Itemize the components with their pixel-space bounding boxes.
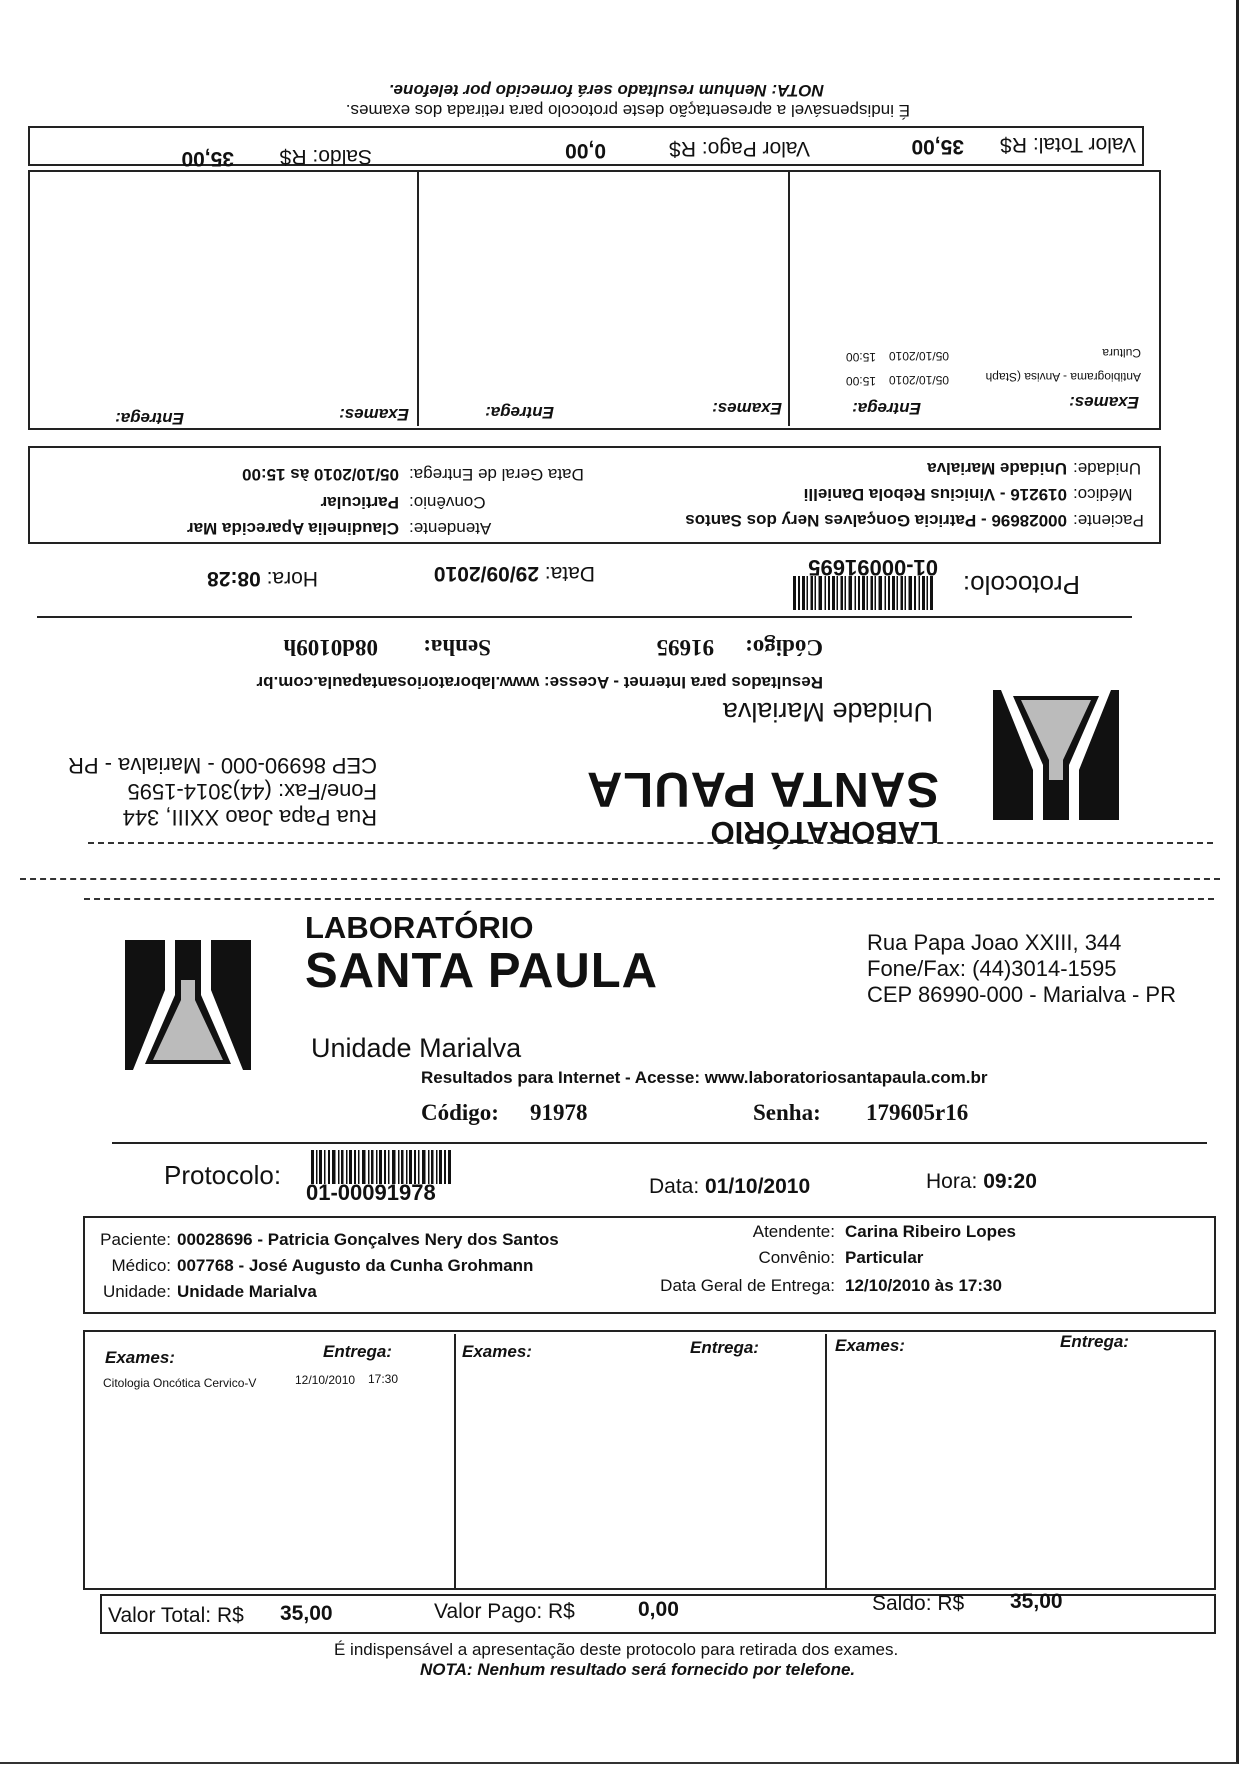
exam-time: 15:00 [845, 374, 876, 388]
flask-icon [993, 690, 1119, 820]
unit-name: Unidade Marialva [311, 1033, 522, 1063]
paciente-label: Paciente: [1073, 511, 1144, 530]
saldo-label: Saldo: R$ [872, 1592, 965, 1615]
medico-label: Médico: [111, 1256, 171, 1275]
codigo-value: 91695 [656, 635, 714, 660]
valor-pago-label: Valor Pago: R$ [434, 1600, 575, 1623]
protocolo-label: Protocolo: [164, 1160, 282, 1190]
unidade-value: Unidade Marialva [177, 1282, 317, 1301]
paciente-value: 00028696 - Patricia Gonçalves Nery dos Santos [685, 511, 1067, 530]
results-internet-line: Resultados para Internet - Acesse: www.laboratoriosantapaula.com.br [421, 1068, 988, 1087]
hora-value: 09:20 [983, 1170, 1037, 1193]
exams-table [28, 170, 1161, 430]
column-divider [454, 1334, 456, 1588]
protocolo-number: 01-00091978 [306, 1180, 436, 1205]
flask-icon [125, 940, 251, 1070]
exames-header: Exames: [339, 405, 409, 424]
atendente-label: Atendente: [409, 519, 492, 538]
medico-label: Médico: [1073, 485, 1133, 504]
lab-name: SANTA PAULA [585, 762, 939, 816]
senha-label: Senha: [753, 1100, 821, 1125]
exam-time: 17:30 [368, 1372, 399, 1386]
paciente-value: 00028696 - Patricia Gonçalves Nery dos Santos [177, 1230, 559, 1249]
column-divider [825, 1334, 827, 1588]
lab-name: SANTA PAULA [305, 944, 659, 998]
entrega-header: Entrega: [690, 1338, 759, 1357]
exam-name: Citologia Oncótica Cervico-V [103, 1376, 257, 1390]
data-value: 01/10/2010 [705, 1175, 811, 1198]
exam-time: 15:00 [845, 350, 876, 364]
exames-header: Exames: [105, 1348, 175, 1367]
convenio-value: Particular [320, 493, 399, 512]
data-label: Data: [544, 562, 595, 585]
barcode-icon [311, 1150, 451, 1184]
divider [112, 1142, 1207, 1144]
address-line: Rua Papa Joao XXIII, 344 [867, 930, 1122, 955]
protocol-slip-bottom [0, 880, 1244, 1760]
barcode-icon [793, 576, 933, 610]
data-value: 29/09/2010 [433, 562, 539, 585]
valor-total-label: Valor Total: R$ [108, 1604, 244, 1627]
patient-info-box [83, 1216, 1216, 1314]
unidade-label: Unidade: [1073, 459, 1142, 478]
hora-label: Hora: [266, 567, 318, 590]
codigo-label: Código: [421, 1100, 499, 1125]
column-divider [417, 172, 419, 426]
entrega-header: Entrega: [323, 1342, 392, 1361]
hora-label: Hora: [926, 1170, 978, 1193]
cep-line: CEP 86990-000 - Marialva - PR [867, 982, 1176, 1007]
hora-field [207, 566, 318, 590]
totals-box [28, 126, 1144, 170]
results-internet-line: Resultados para Internet - Acesse: www.laboratoriosantapaula.com.br [256, 673, 823, 692]
entrega-geral-label: Data Geral de Entrega: [409, 465, 584, 484]
atendente-value: Carina Ribeiro Lopes [845, 1222, 1016, 1241]
valor-total-value: 35,00 [280, 1602, 333, 1625]
saldo-value: 35,00 [1010, 1590, 1063, 1613]
medico-value: 019216 - Vinicius Rebola Danielli [803, 485, 1067, 504]
unit-name: Unidade Marialva [722, 697, 933, 727]
valor-total-value: 35,00 [911, 135, 964, 158]
phone-line: Fone/Fax: (44)3014-1595 [127, 779, 377, 804]
exames-header: Exames: [835, 1336, 905, 1355]
lab-logo [993, 690, 1119, 820]
valor-pago-label: Valor Pago: R$ [669, 137, 810, 160]
divider [37, 616, 1132, 618]
entrega-geral-value: 05/10/2010 às 15:00 [242, 465, 399, 484]
codigo-value: 91978 [530, 1100, 588, 1125]
footer-notice: É indispensável a apresentação deste protocolo para retirada dos exames. [345, 101, 910, 120]
exam-date: 05/10/2010 [888, 349, 949, 363]
protocolo-number: 01-00091695 [808, 555, 938, 580]
lab-label: LABORATÓRIO [710, 815, 939, 850]
entrega-geral-value: 12/10/2010 às 17:30 [845, 1276, 1002, 1295]
valor-pago-value: 0,00 [638, 1598, 679, 1621]
entrega-header: Entrega: [852, 399, 921, 418]
valor-pago-value: 0,00 [565, 139, 606, 162]
hora-field [926, 1170, 1037, 1194]
convenio-value: Particular [845, 1248, 924, 1267]
entrega-header: Entrega: [115, 409, 184, 428]
senha-label: Senha: [423, 635, 491, 660]
data-label: Data: [649, 1175, 700, 1198]
patient-info-box [28, 446, 1161, 544]
convenio-label: Convênio: [409, 493, 486, 512]
lab-logo [125, 940, 251, 1070]
medico-value: 007768 - José Augusto da Cunha Grohmann [177, 1256, 534, 1275]
footer-notice: É indispensável a apresentação deste protocolo para retirada dos exames. [334, 1640, 899, 1659]
atendente-label: Atendente: [752, 1222, 835, 1241]
phone-line: Fone/Fax: (44)3014-1595 [867, 956, 1117, 981]
data-field [434, 561, 595, 585]
address-line: Rua Papa Joao XXIII, 344 [122, 805, 377, 830]
cep-line: CEP 86990-000 - Marialva - PR [68, 753, 377, 778]
entrega-header: Entrega: [485, 403, 554, 422]
hora-value: 08:28 [207, 567, 261, 590]
entrega-header: Entrega: [1060, 1332, 1129, 1351]
saldo-value: 35,00 [181, 147, 234, 170]
footer-note: NOTA: Nenhum resultado será fornecido por telefone. [420, 1660, 856, 1679]
exam-date: 05/10/2010 [888, 373, 949, 387]
exam-name: Cultura [1102, 346, 1141, 360]
paciente-label: Paciente: [100, 1230, 171, 1249]
atendente-value: Claudinelia Aparecida Mar [187, 519, 399, 538]
exames-header: Exames: [1069, 393, 1139, 412]
exams-table [83, 1330, 1216, 1590]
entrega-geral-label: Data Geral de Entrega: [660, 1276, 835, 1295]
convenio-label: Convênio: [758, 1248, 835, 1267]
protocolo-label: Protocolo: [962, 570, 1080, 600]
unidade-value: Unidade Marialva [927, 459, 1067, 478]
exames-header: Exames: [712, 399, 782, 418]
exam-name: Antibiograma - Anvisa (Staph [985, 370, 1141, 384]
valor-total-label: Valor Total: R$ [1000, 133, 1136, 156]
column-divider [788, 172, 790, 426]
lab-label: LABORATÓRIO [305, 910, 534, 945]
senha-value: 179605r16 [866, 1100, 969, 1125]
exames-header: Exames: [462, 1342, 532, 1361]
senha-value: 08d0109h [283, 635, 378, 660]
footer-note: NOTA: Nenhum resultado será fornecido por telefone. [388, 81, 824, 100]
protocol-slip-top [0, 0, 1244, 880]
codigo-label: Código: [745, 635, 823, 660]
exam-date: 12/10/2010 [295, 1373, 356, 1387]
data-field [649, 1175, 810, 1199]
totals-box [100, 1590, 1216, 1634]
unidade-label: Unidade: [102, 1282, 171, 1301]
saldo-label: Saldo: R$ [279, 145, 372, 168]
